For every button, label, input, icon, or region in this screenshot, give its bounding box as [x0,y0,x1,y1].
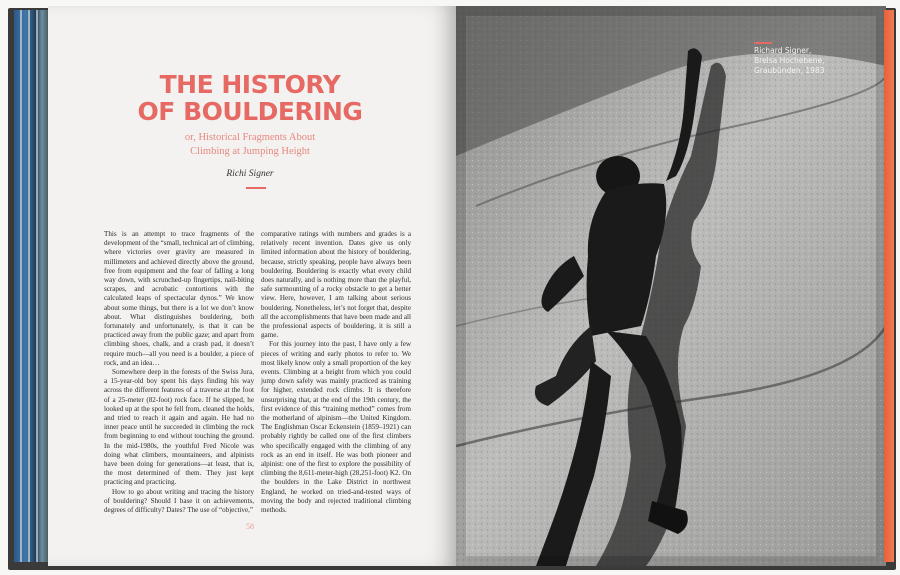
caption-line: Graubünden, 1983 [754,66,825,75]
chapter-subtitle [120,131,380,159]
photo-caption [754,46,825,76]
caption-divider [754,42,772,44]
paragraph: Somewhere deep in the forests of the Swiss Jura, a 15-year-old boy spent his days finding his way across the different features of a traverse at the foot of a 25-meter (82-foot) rock face. If he slipped, he looked up at the spot he fell from, cleaned the holds, and tried to reach it again and again. He had no inner peace until he succeeded in climbing the rock from beginning to end without touching the ground. In the mid-1980s, the youthful Fred Nicole was doing what climbers, mountaineers, and alpinists have been doing for generations—at least, that is, the most determined of them. They just kept practicing and practicing. [104,368,254,487]
right-page [456,6,886,566]
paragraph: comparative ratings with numbers and grades is a relatively recent invention. Dates give us only limited information about the history of bouldering, because, strictly speaking, people have always been bouldering. Bouldering is exactly what every child does naturally, and is nothing more than the playful, safe surmounting of a rocky obstacle to get a better view. Here, however, I am talking about serious bouldering. Nonetheless, let’s not forget that, despite all the accomplishments that have been made and all the professional aspects of bouldering, it is still a game. [261,230,411,340]
paragraph: This is an attempt to trace fragments of the development of the “small, technical art of climbing, where victories over gravity are measured in millimeters and achieved directly above the ground, free from equipment and the fear of falling a long way down, with scrunched-up fingertips, nail-biting scrapes, and acrobatic contortions with the calculated leaps of spectacular dynos.” We know about some things, but there is a lot we don’t know about. What distinguishes bouldering, both fortunately and unfortunately, is that it can be practiced away from the public gaze; and apart from climbing shoes, chalk, and a crash pad, it doesn’t require much—all you need is a boulder, a piece of rock, and an idea… [104,230,254,367]
author-name: Richi Signer [226,169,274,179]
page-number: 58 [246,522,254,531]
paragraph: For this journey into the past, I have only a few pieces of writing and early photos to refer to. We most likely know only a small proportion of the key events. Climbing at a height from which you could jump down safely was mainly practiced as training for higher, extended rock climbs. It is therefore unsurprising that, at the end of the 19th century, the first evidence of this “training method” comes from the motherland of alpinism—the United Kingdom. The Englishman Oscar Eckenstein (1859–1921) can probably rightly be called one of the first climbers who specifically engaged with the climbing of any rock as an end in itself. He was both pioneer and alpinist: one of the first to explore the possibility of climbing the 8,611-meter-high (28,251-foot) K2. On the boulders in the Lake District in northwest England, he worked on tried-and-tested ways of moving the body and rejected traditional climbing methods. [261,340,411,515]
page-edge-orange [884,10,894,562]
text-column-left [104,230,254,515]
text-column-right [261,230,411,515]
subtitle-line1: or, Historical Fragments About [184,132,316,143]
caption-line: Brelsa Hochebene, [754,56,825,65]
caption-line: Richard Signer, [754,46,812,55]
chapter-title-line1: THE HISTORY [159,70,341,99]
subtitle-line2: Climbing at Jumping Height [190,146,310,157]
title-divider [246,187,266,189]
chapter-title-line2: OF BOULDERING [137,97,363,126]
paragraph: How to go about writing and tracing the history of bouldering? Should I base it on achievements, degrees of difficulty? Dates? The use of “objective,” [104,487,254,515]
climber-photo [456,6,886,566]
